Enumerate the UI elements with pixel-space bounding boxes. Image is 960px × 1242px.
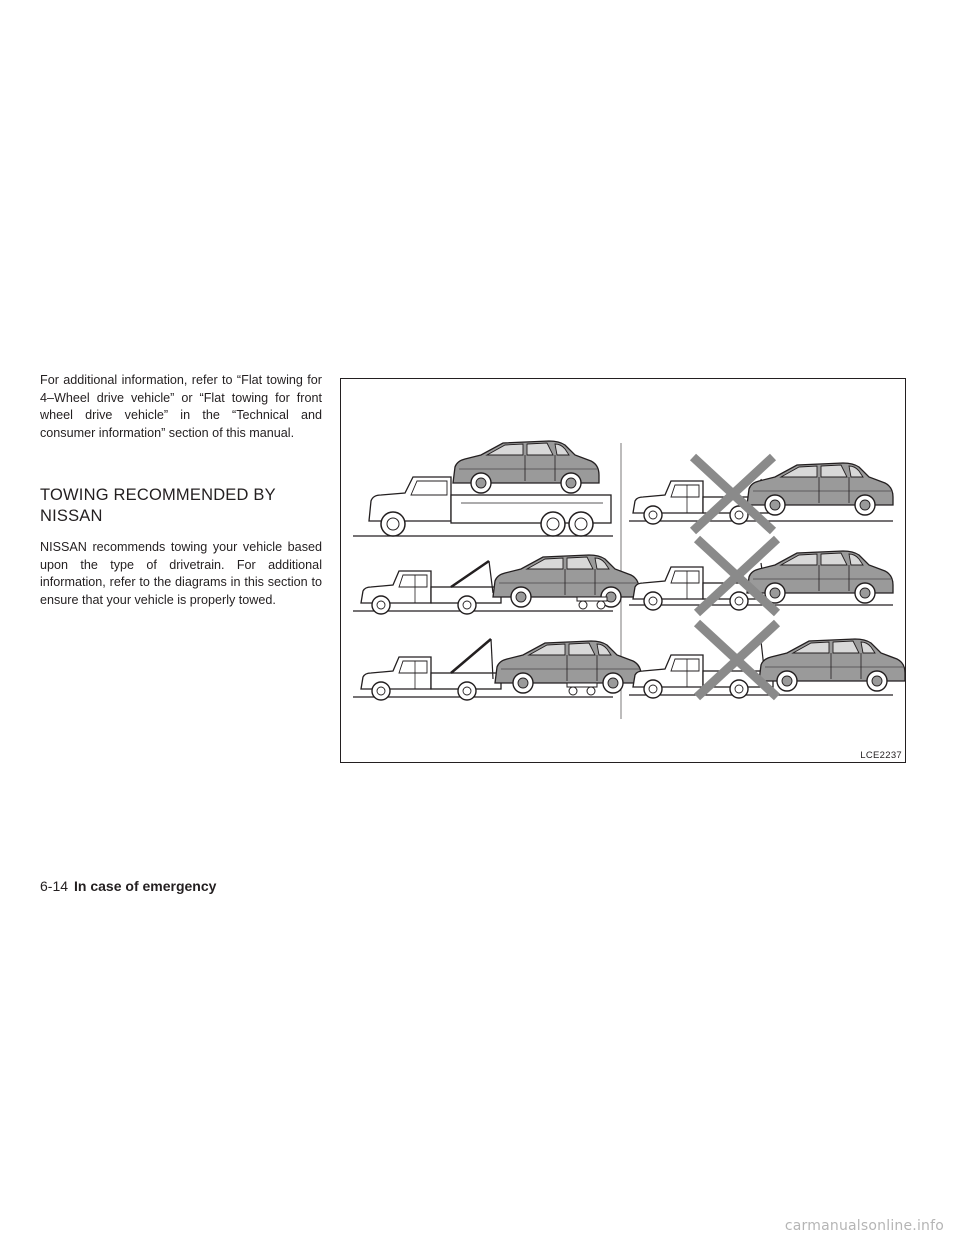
chapter-title: In case of emergency xyxy=(74,878,217,894)
page-footer xyxy=(40,877,216,895)
section-heading: TOWING RECOMMENDED BY NISSAN xyxy=(40,486,276,525)
panel-flatbed xyxy=(353,441,613,536)
towing-diagram xyxy=(341,379,905,762)
panel-not-recommended-3 xyxy=(629,623,905,698)
towing-methods-figure xyxy=(340,378,906,763)
panel-not-recommended-1 xyxy=(629,457,893,531)
panel-wheel-lift-dollies-1 xyxy=(353,555,639,614)
watermark: carmanualsonline.info xyxy=(784,1218,944,1234)
panel-wheel-lift-dollies-2 xyxy=(353,639,641,700)
figure-code: LCE2237 xyxy=(860,750,902,761)
panel-not-recommended-2 xyxy=(629,539,893,613)
intro-paragraph: For additional information, refer to “Flat towing for 4–Wheel drive vehicle” or “Flat towing for front wheel drive vehicle” in the “Technical and consumer information” section of this manual. xyxy=(40,373,322,440)
section-paragraph: NISSAN recommends towing your vehicle based upon the type of drivetrain. For additional information, refer to the diagrams in this section to ensure that your vehicle is properly towed. xyxy=(40,540,322,607)
page-number: 6-14 xyxy=(40,878,69,894)
